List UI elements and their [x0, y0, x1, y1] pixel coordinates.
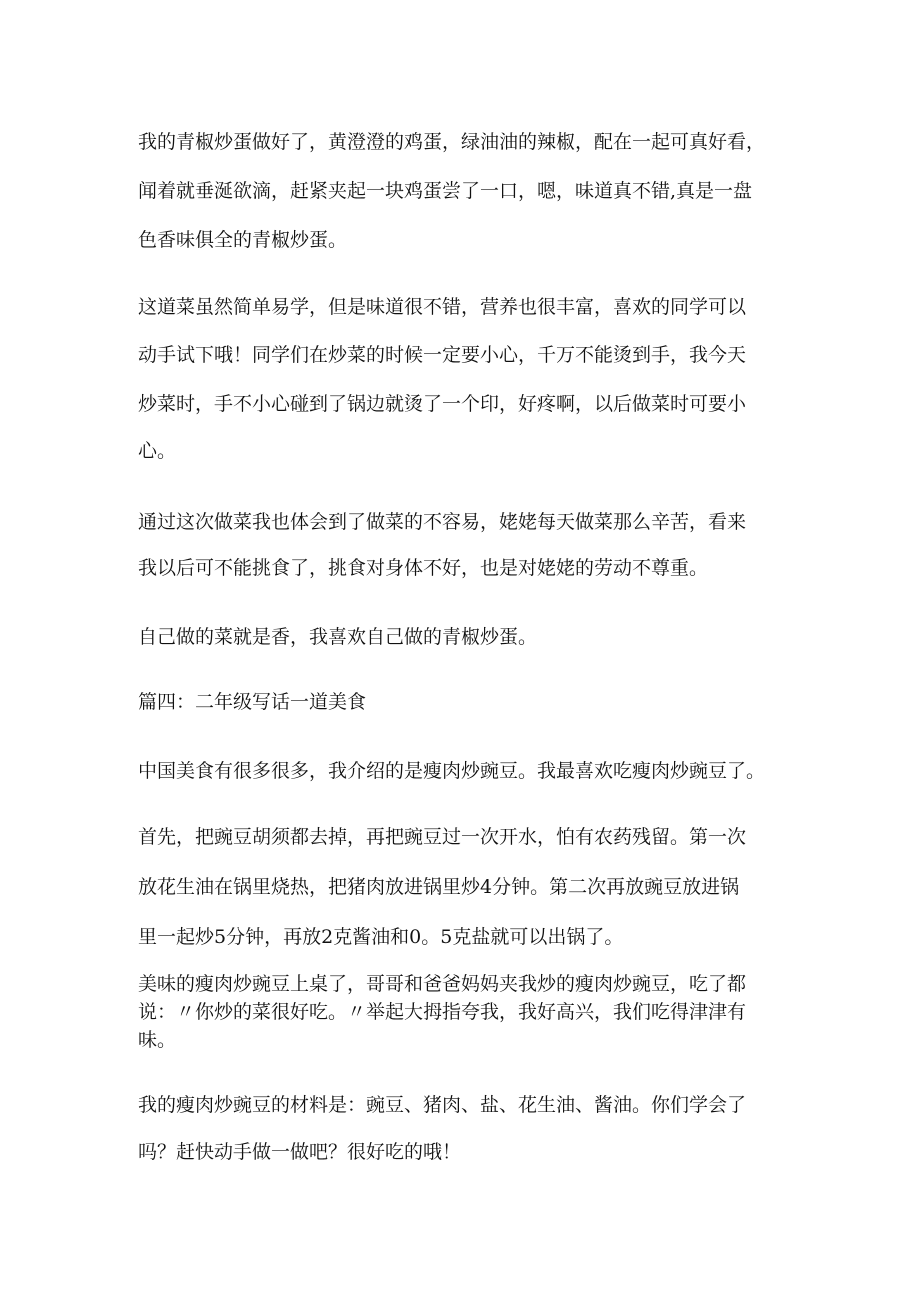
text-line: 闻着就垂涎欲滴，赶紧夹起一块鸡蛋尝了一口，嗯，味道真不错,真是一盘: [138, 180, 753, 202]
text-line: 首先，把豌豆胡须都去掉，再把豌豆过一次开水，怕有农药残留。第一次: [138, 826, 747, 848]
text-line: 动手试下哦！同学们在炒菜的时候一定要小心，千万不能烫到手，我今天: [138, 344, 747, 366]
text-line: 味。: [138, 1029, 177, 1051]
text-line: 吗？赶快动手做一做吧？很好吃的哦！: [138, 1141, 462, 1163]
text-line: 里一起炒5分钟，再放2克酱油和0。5克盐就可以出锅了。: [138, 926, 624, 948]
text-line: 色香味俱全的青椒炒蛋。: [138, 229, 348, 251]
text-line: 这道菜虽然简单易学，但是味道很不错，营养也很丰富，喜欢的同学可以: [138, 296, 747, 318]
text-line: 中国美食有很多很多，我介绍的是瘦肉炒豌豆。我最喜欢吃瘦肉炒豌豆了。: [138, 760, 766, 782]
text-line: 放花生油在锅里烧热，把猪肉放进锅里炒4分钟。第二次再放豌豆放进锅: [138, 876, 740, 898]
text-line: 我的瘦肉炒豌豆的材料是：豌豆、猪肉、盐、花生油、酱油。你们学会了: [138, 1094, 747, 1116]
text-line: 说：〃你炒的菜很好吃。〃举起大拇指夸我，我好高兴，我们吃得津津有: [138, 1001, 747, 1023]
text-line: 心。: [138, 440, 177, 462]
text-line: 美味的瘦肉炒豌豆上桌了，哥哥和爸爸妈妈夹我炒的瘦肉炒豌豆，吃了都: [138, 973, 747, 995]
section-heading: 篇四：二年级写话一道美食: [138, 691, 367, 713]
text-line: 我以后可不能挑食了，挑食对身体不好，也是对姥姥的劳动不尊重。: [138, 557, 709, 579]
text-line: 我的青椒炒蛋做好了，黄澄澄的鸡蛋，绿油油的辣椒，配在一起可真好看，: [138, 131, 766, 153]
text-line: 通过这次做菜我也体会到了做菜的不容易，姥姥每天做菜那么辛苦，看来: [138, 511, 747, 533]
text-line: 炒菜时，手不小心碰到了锅边就烫了一个印，好疼啊，以后做菜时可要小: [138, 393, 747, 415]
text-line: 自己做的菜就是香，我喜欢自己做的青椒炒蛋。: [138, 626, 538, 648]
